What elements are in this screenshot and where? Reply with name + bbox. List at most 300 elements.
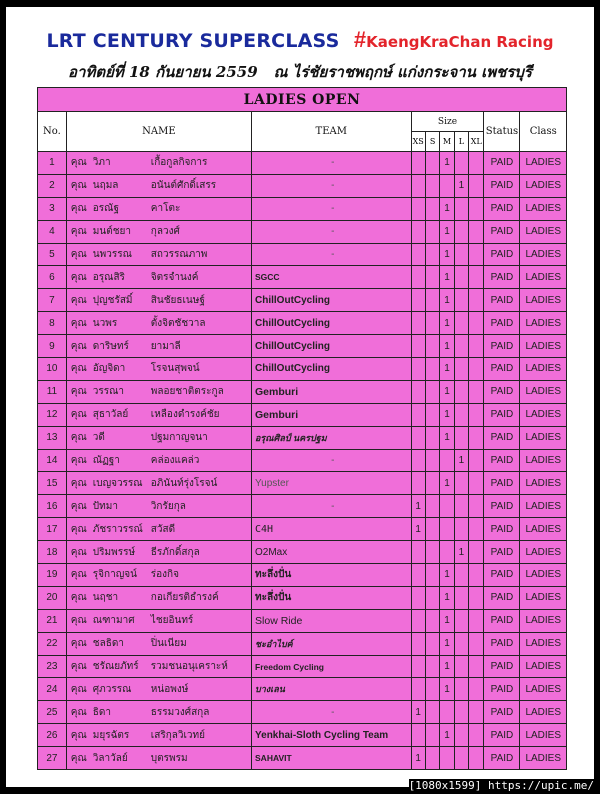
size-cell-xs — [411, 472, 425, 495]
size-cell-xs — [411, 243, 425, 266]
rider-name — [66, 358, 251, 381]
size-cell-l — [454, 335, 468, 358]
size-cell-s — [425, 747, 439, 770]
size-mark-m: 1 — [440, 632, 454, 655]
size-cell-m — [440, 747, 454, 770]
table-row — [38, 609, 567, 632]
row-number: 4 — [38, 220, 67, 243]
rider-first-name: วรรณา — [92, 386, 125, 398]
rider-first-name: นวพร — [92, 317, 118, 329]
table-row — [38, 472, 567, 495]
rider-team: ชะอำไบค์ — [252, 632, 411, 655]
rider-first-name: ปุญชรัสมิ์ — [92, 294, 133, 306]
rider-team: - — [252, 197, 411, 220]
payment-status: PAID — [484, 266, 520, 289]
size-cell-s — [425, 243, 439, 266]
size-cell-xs — [411, 632, 425, 655]
payment-status: PAID — [484, 655, 520, 678]
size-cell-s — [425, 266, 439, 289]
size-cell-l — [454, 220, 468, 243]
size-cell-s — [425, 380, 439, 403]
size-cell-xs — [411, 724, 425, 747]
rider-team: - — [252, 495, 411, 518]
size-cell-s — [425, 609, 439, 632]
rider-first-name: ดาริษทร์ — [92, 340, 129, 352]
table-row — [38, 655, 567, 678]
rider-title: คุณ — [70, 203, 87, 215]
rider-team: - — [252, 243, 411, 266]
row-number: 13 — [38, 426, 67, 449]
size-cell-xl — [469, 197, 484, 220]
race-class: LADIES — [520, 312, 567, 335]
payment-status: PAID — [484, 724, 520, 747]
table-row — [38, 174, 567, 197]
table-row — [38, 724, 567, 747]
size-mark-l: 1 — [454, 174, 468, 197]
size-cell-xl — [469, 586, 484, 609]
table-row — [38, 152, 567, 175]
rider-name — [66, 243, 251, 266]
size-cell-xs — [411, 197, 425, 220]
size-cell-xl — [469, 747, 484, 770]
race-class: LADIES — [520, 747, 567, 770]
rider-first-name: อรณัฐ — [92, 203, 119, 215]
rider-last-name: คล่องแคล่ว — [150, 455, 200, 467]
rider-name — [66, 197, 251, 220]
race-class: LADIES — [520, 174, 567, 197]
size-cell-s — [425, 724, 439, 747]
rider-last-name: เหลืองดำรงค์ชัย — [150, 409, 220, 421]
row-number: 5 — [38, 243, 67, 266]
size-cell-xl — [469, 152, 484, 175]
rider-name — [66, 449, 251, 472]
rider-title: คุณ — [70, 752, 87, 764]
table-row — [38, 380, 567, 403]
size-cell-xs — [411, 358, 425, 381]
rider-first-name: อัญจิดา — [92, 363, 126, 375]
table-row — [38, 701, 567, 724]
rider-last-name: กอเกียรติธำรงค์ — [150, 592, 219, 604]
rider-last-name: อนันต์ศักดิ์เสรร — [150, 180, 217, 192]
size-cell-l — [454, 747, 468, 770]
size-cell-xl — [469, 380, 484, 403]
row-number: 17 — [38, 518, 67, 541]
race-class: LADIES — [520, 358, 567, 381]
event-date-venue — [6, 60, 594, 84]
size-cell-xl — [469, 701, 484, 724]
payment-status: PAID — [484, 358, 520, 381]
row-number: 3 — [38, 197, 67, 220]
rider-team: Yenkhai-Sloth Cycling Team — [252, 724, 411, 747]
rider-last-name: ปฐมกาญจนา — [150, 432, 208, 444]
payment-status: PAID — [484, 243, 520, 266]
size-cell-m — [440, 518, 454, 541]
rider-team: Yupster — [252, 472, 411, 495]
size-cell-s — [425, 403, 439, 426]
size-cell-xl — [469, 655, 484, 678]
rider-team: Slow Ride — [252, 609, 411, 632]
payment-status: PAID — [484, 152, 520, 175]
rider-title: คุณ — [70, 477, 87, 489]
size-cell-xl — [469, 174, 484, 197]
size-cell-l — [454, 518, 468, 541]
size-cell-xs — [411, 586, 425, 609]
rider-name — [66, 564, 251, 587]
size-cell-xs — [411, 174, 425, 197]
race-class: LADIES — [520, 678, 567, 701]
payment-status: PAID — [484, 220, 520, 243]
size-cell-s — [425, 335, 439, 358]
payment-status: PAID — [484, 678, 520, 701]
size-cell-xl — [469, 724, 484, 747]
rider-name — [66, 426, 251, 449]
size-mark-m: 1 — [440, 243, 454, 266]
rider-last-name: ยามาลี — [150, 340, 181, 352]
table-row — [38, 335, 567, 358]
row-number: 2 — [38, 174, 67, 197]
size-cell-xl — [469, 564, 484, 587]
size-cell-s — [425, 586, 439, 609]
size-mark-m: 1 — [440, 678, 454, 701]
size-cell-l — [454, 678, 468, 701]
rider-title: คุณ — [70, 271, 87, 283]
organizer-team: KaengKraChan Racing — [366, 33, 554, 51]
size-cell-xl — [469, 518, 484, 541]
payment-status: PAID — [484, 541, 520, 564]
rider-title: คุณ — [70, 409, 87, 421]
rider-last-name: กุลวงศ์ — [150, 226, 180, 238]
payment-status: PAID — [484, 701, 520, 724]
rider-name — [66, 174, 251, 197]
rider-first-name: ชรัณยภัทร์ — [92, 661, 139, 673]
size-mark-xs: 1 — [411, 518, 425, 541]
rider-first-name: ปริมพรรษ์ — [92, 546, 136, 558]
table-row — [38, 678, 567, 701]
size-mark-m: 1 — [440, 655, 454, 678]
race-class: LADIES — [520, 380, 567, 403]
rider-name — [66, 747, 251, 770]
size-cell-xs — [411, 220, 425, 243]
size-cell-xl — [469, 289, 484, 312]
size-mark-m: 1 — [440, 472, 454, 495]
rider-title: คุณ — [70, 180, 87, 192]
table-row — [38, 312, 567, 335]
rider-title: คุณ — [70, 615, 87, 627]
rider-last-name: พลอยชาติตระกูล — [150, 386, 224, 398]
rider-first-name: ภัชราวรรณ์ — [92, 523, 143, 535]
rider-last-name: เสริกุลวิเวทย์ — [150, 729, 205, 741]
rider-last-name: หน่อพงษ์ — [150, 683, 189, 695]
rider-title: คุณ — [70, 340, 87, 352]
rider-name — [66, 152, 251, 175]
size-cell-s — [425, 678, 439, 701]
size-cell-xs — [411, 541, 425, 564]
col-no: No. — [38, 112, 67, 152]
size-cell-l — [454, 632, 468, 655]
size-cell-l — [454, 266, 468, 289]
payment-status: PAID — [484, 747, 520, 770]
size-mark-m: 1 — [440, 380, 454, 403]
table-row — [38, 632, 567, 655]
table-body — [38, 152, 567, 770]
size-mark-l: 1 — [454, 541, 468, 564]
table-row — [38, 564, 567, 587]
event-title: LRT CENTURY SUPERCLASS — [46, 30, 340, 52]
title-row — [6, 27, 594, 53]
table-row — [38, 449, 567, 472]
rider-title: คุณ — [70, 569, 87, 581]
size-cell-l — [454, 655, 468, 678]
rider-name — [66, 518, 251, 541]
size-cell-s — [425, 197, 439, 220]
race-class: LADIES — [520, 243, 567, 266]
size-cell-xs — [411, 152, 425, 175]
size-cell-xl — [469, 472, 484, 495]
race-class: LADIES — [520, 495, 567, 518]
size-cell-m — [440, 174, 454, 197]
size-mark-xs: 1 — [411, 701, 425, 724]
payment-status: PAID — [484, 380, 520, 403]
size-cell-s — [425, 701, 439, 724]
rider-title: คุณ — [70, 592, 87, 604]
payment-status: PAID — [484, 632, 520, 655]
registration-table — [37, 87, 567, 770]
rider-team: O2Max — [252, 541, 411, 564]
rider-first-name: ธิดา — [92, 706, 112, 718]
size-cell-xl — [469, 426, 484, 449]
rider-team: Freedom Cycling — [252, 655, 411, 678]
rider-title: คุณ — [70, 249, 87, 260]
rider-team: SAHAVIT — [252, 747, 411, 770]
size-cell-xl — [469, 312, 484, 335]
size-cell-xl — [469, 495, 484, 518]
payment-status: PAID — [484, 518, 520, 541]
size-cell-xl — [469, 541, 484, 564]
rider-last-name: ธรรมวงศ์สกุล — [150, 706, 210, 718]
size-cell-xs — [411, 380, 425, 403]
rider-team: - — [252, 152, 411, 175]
payment-status: PAID — [484, 426, 520, 449]
row-number: 24 — [38, 678, 67, 701]
payment-status: PAID — [484, 174, 520, 197]
rider-team: อรุณศิลป์ นครปฐม — [252, 426, 411, 449]
rider-first-name: มยุรฉัตร — [92, 729, 130, 741]
payment-status: PAID — [484, 449, 520, 472]
payment-status: PAID — [484, 197, 520, 220]
col-size: Size — [411, 112, 484, 132]
row-number: 12 — [38, 403, 67, 426]
size-cell-l — [454, 380, 468, 403]
rider-first-name: อรุณสิริ — [92, 271, 125, 283]
size-cell-l — [454, 152, 468, 175]
rider-first-name: นพวรรณ — [92, 249, 132, 260]
size-cell-m — [440, 495, 454, 518]
rider-name — [66, 472, 251, 495]
size-mark-xs: 1 — [411, 747, 425, 770]
size-cell-l — [454, 403, 468, 426]
row-number: 21 — [38, 609, 67, 632]
rider-first-name: วิภา — [92, 157, 111, 169]
row-number: 23 — [38, 655, 67, 678]
rider-team: Gemburi — [252, 403, 411, 426]
size-mark-m: 1 — [440, 335, 454, 358]
race-class: LADIES — [520, 701, 567, 724]
rider-last-name: บุตรพรม — [150, 752, 188, 764]
document-page — [6, 7, 594, 787]
race-class: LADIES — [520, 289, 567, 312]
size-cell-s — [425, 152, 439, 175]
rider-team: C4H — [252, 518, 411, 541]
rider-title: คุณ — [70, 157, 87, 169]
race-class: LADIES — [520, 472, 567, 495]
size-cell-l — [454, 358, 468, 381]
size-mark-m: 1 — [440, 564, 454, 587]
size-l: L — [454, 132, 468, 152]
rider-first-name: ชลธิดา — [92, 638, 124, 650]
rider-title: คุณ — [70, 226, 87, 238]
payment-status: PAID — [484, 472, 520, 495]
rider-title: คุณ — [70, 523, 87, 535]
size-cell-xs — [411, 403, 425, 426]
table-row — [38, 541, 567, 564]
size-cell-xs — [411, 449, 425, 472]
size-mark-m: 1 — [440, 426, 454, 449]
table-row — [38, 358, 567, 381]
size-cell-l — [454, 243, 468, 266]
category-banner: LADIES OPEN — [38, 88, 567, 112]
rider-team: ทะลึ่งปั่น — [252, 564, 411, 587]
row-number: 7 — [38, 289, 67, 312]
size-cell-s — [425, 472, 439, 495]
size-cell-xl — [469, 609, 484, 632]
row-number: 9 — [38, 335, 67, 358]
payment-status: PAID — [484, 586, 520, 609]
rider-team: - — [252, 449, 411, 472]
size-cell-l — [454, 472, 468, 495]
rider-first-name: วดี — [92, 432, 105, 444]
size-cell-s — [425, 518, 439, 541]
size-cell-s — [425, 632, 439, 655]
size-cell-xs — [411, 289, 425, 312]
payment-status: PAID — [484, 609, 520, 632]
row-number: 19 — [38, 564, 67, 587]
rider-name — [66, 312, 251, 335]
rider-last-name: วิกรัยกุล — [150, 500, 186, 512]
rider-team: - — [252, 220, 411, 243]
race-class: LADIES — [520, 426, 567, 449]
image-size-watermark: [1080x1599] https://upic.me/ — [408, 779, 594, 792]
size-mark-m: 1 — [440, 403, 454, 426]
rider-last-name: ปิ่นเนียม — [150, 638, 187, 650]
size-cell-xl — [469, 678, 484, 701]
rider-team: ChillOutCycling — [252, 358, 411, 381]
row-number: 18 — [38, 541, 67, 564]
size-cell-xs — [411, 426, 425, 449]
race-class: LADIES — [520, 724, 567, 747]
size-mark-l: 1 — [454, 449, 468, 472]
size-mark-xs: 1 — [411, 495, 425, 518]
rider-title: คุณ — [70, 638, 87, 650]
size-cell-s — [425, 289, 439, 312]
rider-name — [66, 724, 251, 747]
size-xl: XL — [469, 132, 484, 152]
size-cell-s — [425, 449, 439, 472]
size-cell-m — [440, 541, 454, 564]
size-s: S — [425, 132, 439, 152]
row-number: 15 — [38, 472, 67, 495]
rider-title: คุณ — [70, 363, 87, 375]
race-class: LADIES — [520, 220, 567, 243]
rider-first-name: ปัทมา — [92, 500, 118, 512]
rider-first-name: วิลาวัลย์ — [92, 752, 128, 764]
rider-title: คุณ — [70, 455, 87, 467]
size-cell-xs — [411, 609, 425, 632]
table-row — [38, 586, 567, 609]
row-number: 16 — [38, 495, 67, 518]
payment-status: PAID — [484, 564, 520, 587]
race-class: LADIES — [520, 403, 567, 426]
size-cell-xl — [469, 449, 484, 472]
size-cell-xl — [469, 220, 484, 243]
race-class: LADIES — [520, 586, 567, 609]
row-number: 8 — [38, 312, 67, 335]
rider-last-name: จิตรจำนงค์ — [150, 271, 199, 283]
rider-first-name: นฤชา — [92, 592, 119, 604]
rider-name — [66, 266, 251, 289]
size-mark-m: 1 — [440, 358, 454, 381]
size-cell-xl — [469, 266, 484, 289]
table-row — [38, 220, 567, 243]
size-cell-xs — [411, 312, 425, 335]
col-status: Status — [484, 112, 520, 152]
payment-status: PAID — [484, 495, 520, 518]
size-cell-xs — [411, 564, 425, 587]
row-number: 26 — [38, 724, 67, 747]
race-class: LADIES — [520, 335, 567, 358]
size-mark-m: 1 — [440, 220, 454, 243]
race-class: LADIES — [520, 564, 567, 587]
rider-name — [66, 655, 251, 678]
size-mark-m: 1 — [440, 312, 454, 335]
rider-first-name: เบญจวรรณ — [92, 477, 143, 489]
rider-name — [66, 403, 251, 426]
rider-team: - — [252, 174, 411, 197]
size-cell-s — [425, 174, 439, 197]
size-cell-xl — [469, 358, 484, 381]
col-team: TEAM — [252, 112, 411, 152]
payment-status: PAID — [484, 335, 520, 358]
event-venue: ณ ไร่ชัยราชพฤกษ์ แก่งกระจาน เพชรบุรี — [273, 63, 532, 81]
rider-title: คุณ — [70, 546, 87, 558]
row-number: 27 — [38, 747, 67, 770]
rider-team: ChillOutCycling — [252, 312, 411, 335]
rider-name — [66, 609, 251, 632]
size-cell-s — [425, 220, 439, 243]
rider-title: คุณ — [70, 661, 87, 673]
row-number: 10 — [38, 358, 67, 381]
size-cell-s — [425, 655, 439, 678]
rider-last-name: ร่องกิจ — [150, 569, 179, 581]
size-mark-m: 1 — [440, 266, 454, 289]
size-cell-s — [425, 358, 439, 381]
rider-name — [66, 380, 251, 403]
rider-last-name: เกื้อกูลกิจการ — [150, 157, 208, 169]
race-class: LADIES — [520, 632, 567, 655]
rider-last-name: สถวรรณภาพ — [150, 249, 208, 260]
size-mark-m: 1 — [440, 586, 454, 609]
race-class: LADIES — [520, 449, 567, 472]
race-class: LADIES — [520, 152, 567, 175]
